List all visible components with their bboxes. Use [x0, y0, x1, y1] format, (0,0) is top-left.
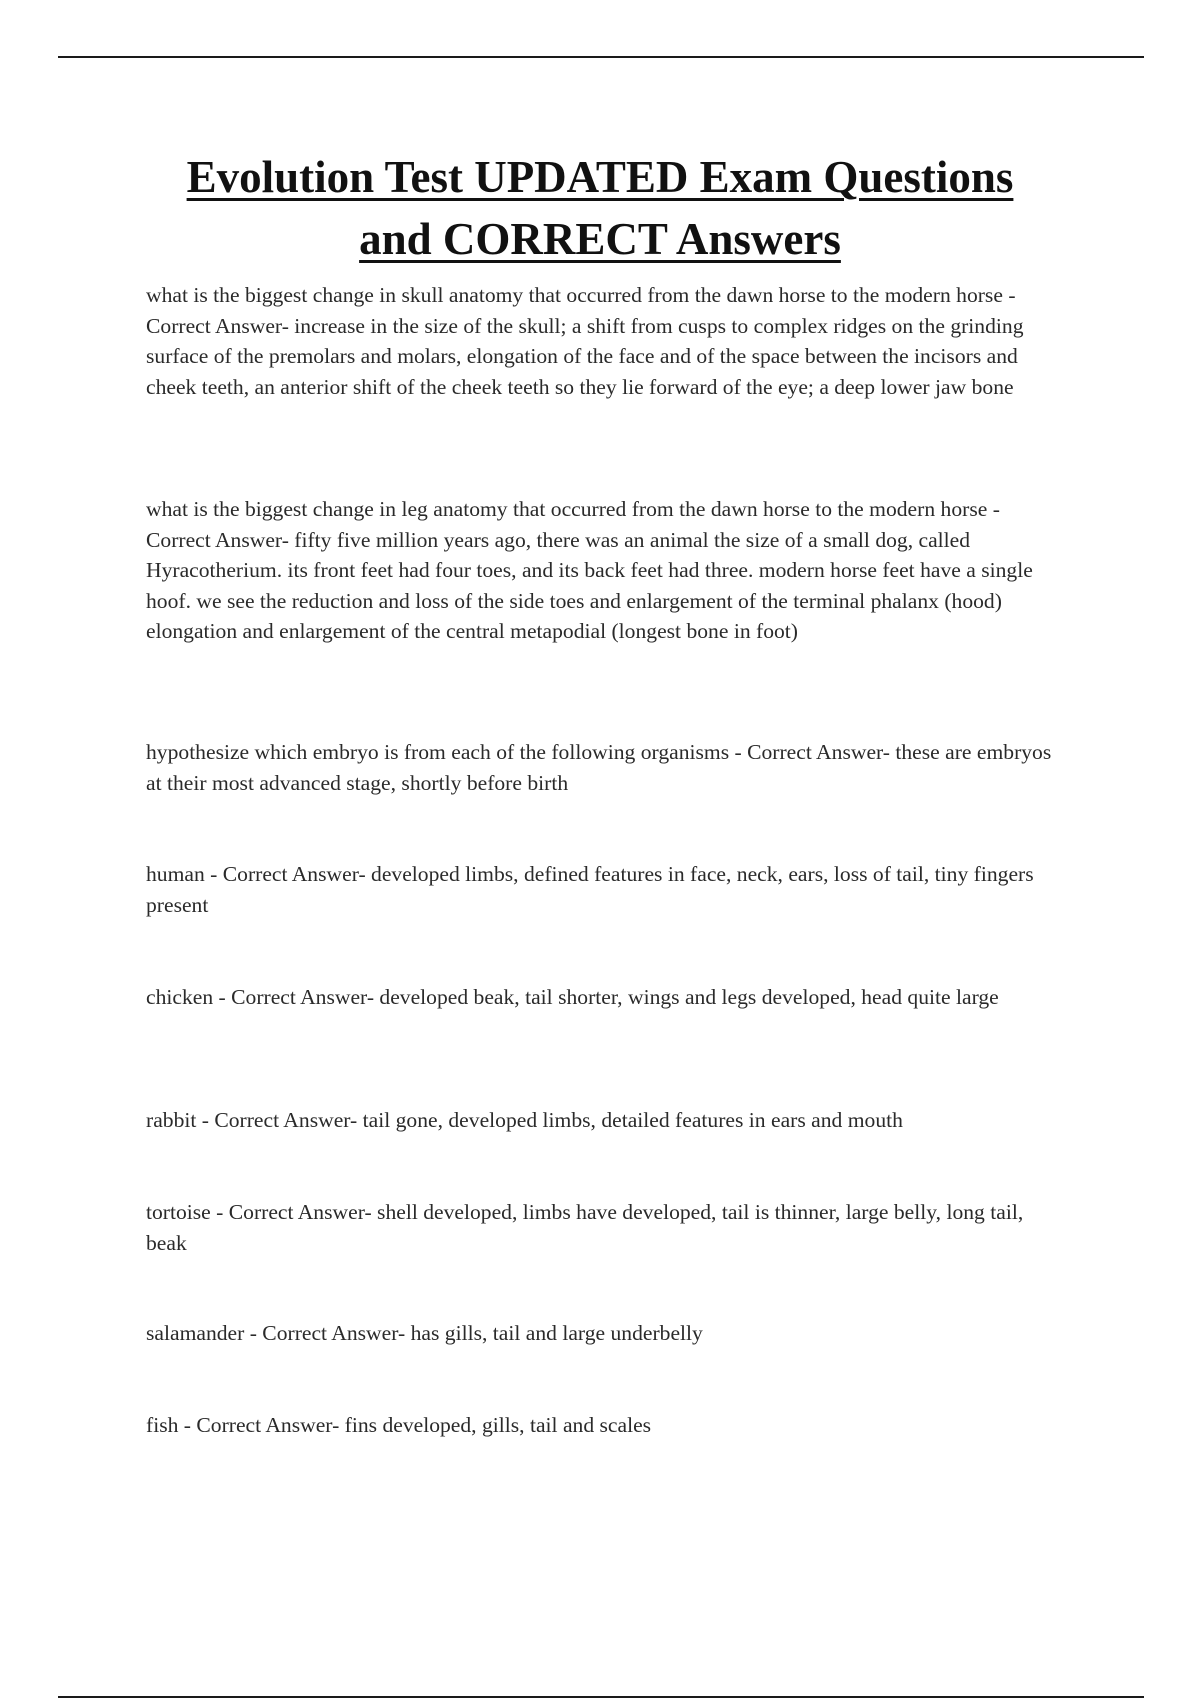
qa-entry-human: human - Correct Answer- developed limbs, defined features in face, neck, ears, loss of tail, tiny fingers present — [146, 862, 1034, 917]
qa-entry-leg-anatomy: what is the biggest change in leg anatomy that occurred from the dawn horse to the modern horse - Correct Answer- fifty five million years ago, there was an animal the size of a small dog, called Hyracotherium. its front feet had four toes, and its back feet had three. modern horse feet have a single hoof. we see the reduction and loss of the side toes and enlargement of the terminal phalanx (hood) elongation and enlargement of the central metapodial (longest bone in foot) — [146, 497, 1033, 643]
header-rule — [58, 56, 1144, 58]
qa-entry-rabbit: rabbit - Correct Answer- tail gone, developed limbs, detailed features in ears and mouth — [146, 1108, 903, 1132]
qa-entry-skull-anatomy: what is the biggest change in skull anatomy that occurred from the dawn horse to the modern horse - Correct Answer- increase in the size of the skull; a shift from cusps to complex ridges on the grinding surface of the premolars and molars, elongation of the face and of the space between the incisors and cheek teeth, an anterior shift of the cheek teeth so they lie forward of the eye; a deep lower jaw bone — [146, 283, 1024, 399]
document-title-line-2: and CORRECT Answers — [359, 214, 841, 264]
document-title — [140, 146, 1060, 270]
qa-entry-salamander: salamander - Correct Answer- has gills, tail and large underbelly — [146, 1321, 703, 1345]
qa-entry-fish: fish - Correct Answer- fins developed, gills, tail and scales — [146, 1413, 652, 1437]
footer-rule — [58, 1696, 1144, 1698]
qa-entry-tortoise: tortoise - Correct Answer- shell developed, limbs have developed, tail is thinner, large belly, long tail, beak — [146, 1200, 1024, 1255]
qa-entry-chicken: chicken - Correct Answer- developed beak, tail shorter, wings and legs developed, head quite large — [146, 985, 999, 1009]
qa-entry-embryo-hypothesis: hypothesize which embryo is from each of the following organisms - Correct Answer- these are embryos at their most advanced stage, shortly before birth — [146, 740, 1052, 795]
document-title-line-1: Evolution Test UPDATED Exam Questions — [186, 152, 1014, 202]
